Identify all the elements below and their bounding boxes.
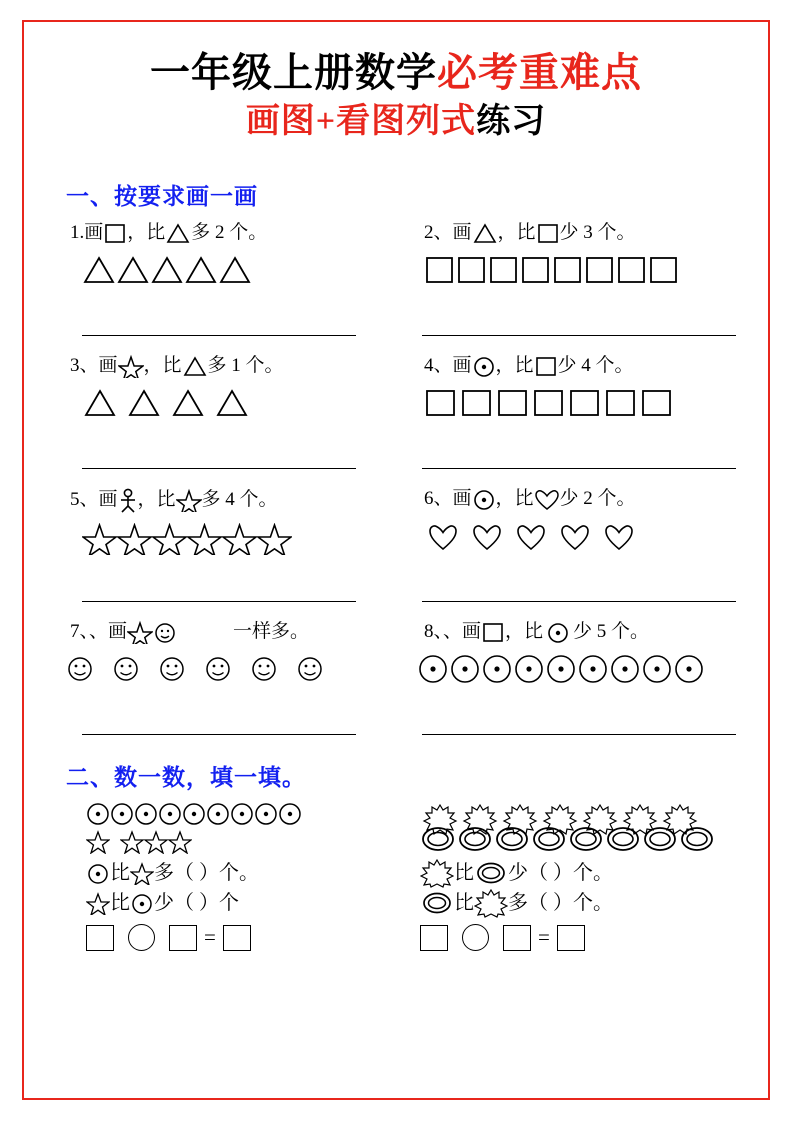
title-line1-black: 一年级上册数学 [150,50,437,95]
square-icon [532,388,568,418]
answer-line [422,734,736,735]
ring-icon [457,824,494,854]
square-icon [424,255,456,285]
question-mid: ，比 [495,487,534,509]
square-icon [424,388,460,418]
answer-line [82,335,356,336]
question-mid: ，比 [143,354,182,376]
question-mid: ，比 [497,221,536,243]
smile-icon [156,654,202,684]
ring-icon [605,824,642,854]
exercise-item-3 [40,354,396,487]
count-row-dotcircles [86,802,396,826]
question-mid: ，比 [127,221,166,243]
square-icon [456,255,488,285]
question-prefix: 8、、画 [424,620,482,642]
square-icon [520,255,552,285]
exercise-item-2 [396,221,752,354]
question-suffix: 少 2 个。 [559,487,636,509]
title-line-1 [40,48,752,98]
exercise-grid [40,221,752,753]
dot-circle-icon [610,654,642,684]
dot-circle-icon [206,802,230,826]
title-line-2 [40,100,752,144]
triangle-icon [214,388,258,418]
star-icon [86,830,110,854]
star-icon [118,354,144,378]
fill-line-right-2 [420,888,752,918]
square-icon [552,255,584,285]
star-icon [144,830,168,854]
compare-word: 比 [454,862,474,885]
question-suffix: 多 1 个。 [207,354,284,376]
equals-sign: = [204,925,216,950]
triangle-icon [82,255,116,285]
counting-left [40,802,396,951]
equals-sign: = [538,925,550,950]
dot-circle-icon [130,891,154,915]
question-text-3 [40,354,396,378]
question-mid: ，比 [137,488,176,510]
ring-icon [679,824,716,854]
dot-circle-icon [86,861,110,885]
given-shapes-8 [396,654,752,684]
question-text-2 [396,221,752,245]
dot-circle-icon [230,802,254,826]
title-line2-black: 练习 [476,103,547,140]
triangle-icon [165,221,191,245]
question-mid: ，比 [495,354,534,376]
dot-circle-icon [472,354,496,378]
question-suffix: 少 3 个。 [559,221,636,243]
heart-icon [534,487,560,511]
question-text-4 [396,354,752,378]
fill-blank-text[interactable]: 少（ ）个 [154,892,239,915]
given-shapes-3 [40,388,396,418]
section-header-1: 一、按要求画一画 [66,184,258,210]
star-icon [82,523,117,555]
question-prefix: 1.画 [70,221,104,243]
square-icon [640,388,676,418]
given-shapes-1 [40,255,396,285]
given-shapes-4 [396,388,752,418]
dot-circle-icon [578,654,610,684]
exercise-item-4 [396,354,752,487]
equation-operator-circle[interactable] [462,924,489,951]
ring-icon [474,860,508,886]
section-header-2: 二、数一数，填一填。 [66,765,306,791]
exercise-item-8 [396,620,752,753]
question-text-6 [396,487,752,511]
equation-box[interactable] [169,925,197,951]
dot-circle-icon [158,802,182,826]
question-prefix: 2、画 [424,221,472,243]
dot-circle-icon [278,802,302,826]
star-icon [222,523,257,555]
star-icon [187,523,222,555]
question-suffix: 少 4 个。 [557,354,634,376]
exercise-item-7 [40,620,396,753]
ring-icon [568,824,605,854]
dot-circle-icon [642,654,674,684]
heart-icon [556,521,600,551]
dot-circle-icon [254,802,278,826]
square-icon [604,388,640,418]
answer-line [422,335,736,336]
ring-icon [494,824,531,854]
compare-word: 比 [110,892,130,915]
question-suffix: 多 4 个。 [201,488,278,510]
given-shapes-5 [40,523,396,555]
triangle-icon [170,388,214,418]
heart-icon [512,521,556,551]
smile-icon [248,654,294,684]
dot-circle-icon [418,654,450,684]
burst-icon [420,858,454,888]
dot-circle-icon [472,487,496,511]
square-icon [616,255,648,285]
exercise-item-1 [40,221,396,354]
smile-icon [64,654,110,684]
star-icon [152,523,187,555]
equation-box[interactable] [503,925,531,951]
fill-blank-text[interactable]: 多（ ）个。 [508,892,613,915]
dot-circle-icon [450,654,482,684]
square-icon [481,620,505,644]
fill-blank-text[interactable]: 多（ ）个。 [154,862,259,885]
fill-line-left-2 [86,888,396,918]
equation-box[interactable] [223,925,251,951]
ring-icon [420,824,457,854]
page-title [40,48,752,144]
smile-icon [153,620,177,644]
triangle-icon [218,255,252,285]
equation-box[interactable] [86,925,114,951]
burst-icon [474,888,508,918]
equation-box[interactable] [420,925,448,951]
star-icon [120,830,144,854]
heart-icon [468,521,512,551]
equation-row-left [86,924,396,951]
square-icon [648,255,680,285]
triangle-icon [116,255,150,285]
equation-box[interactable] [557,925,585,951]
square-icon [460,388,496,418]
question-suffix: 一样多。 [233,620,310,642]
given-shapes-2 [396,255,752,285]
question-prefix: 5、画 [70,488,118,510]
given-shapes-6 [396,521,752,551]
star-icon [168,830,192,854]
compare-word: 比 [454,892,474,915]
question-mid: ，比 [505,620,544,642]
answer-line [82,468,356,469]
triangle-icon [472,221,498,245]
worksheet-content [40,34,752,1086]
fill-line-right-1 [420,858,752,888]
square-icon [496,388,532,418]
exercise-item-6 [396,487,752,620]
fill-line-left-1 [86,858,396,888]
question-suffix: 少 5 个。 [573,620,650,642]
smile-icon [294,654,340,684]
count-row-stars [86,830,396,854]
counting-section [40,802,752,951]
dot-circle-icon [182,802,206,826]
star-icon [117,523,152,555]
triangle-icon [82,388,126,418]
equation-row-right [420,924,752,951]
given-shapes-7 [40,654,396,684]
dot-circle-icon [514,654,546,684]
title-line2-red: 画图+看图列式 [245,103,477,140]
answer-line [82,601,356,602]
dot-circle-icon [110,802,134,826]
smile-icon [110,654,156,684]
star-icon [176,488,202,512]
dot-circle-icon [86,802,110,826]
ring-icon [531,824,568,854]
question-text-8 [396,620,752,644]
star-icon [127,620,153,644]
ring-icon [642,824,679,854]
compare-word: 比 [110,862,130,885]
question-prefix: 3、画 [70,354,118,376]
title-line1-red: 必考重难点 [437,50,642,95]
question-suffix: 多 2 个。 [191,221,268,243]
heart-icon [600,521,644,551]
counting-right [396,802,752,951]
ring-icon [420,890,454,916]
answer-line [82,734,356,735]
smile-icon [202,654,248,684]
dot-circle-icon [543,620,573,644]
exercise-item-5 [40,487,396,620]
square-icon [536,221,560,245]
triangle-icon [182,354,208,378]
dot-circle-icon [674,654,706,684]
person-icon [118,487,138,513]
dot-circle-icon [482,654,514,684]
triangle-icon [126,388,170,418]
question-prefix: 6、画 [424,487,472,509]
answer-line [422,601,736,602]
question-prefix: 7、、画 [70,620,128,642]
triangle-icon [184,255,218,285]
dot-circle-icon [546,654,578,684]
question-text-1 [40,221,396,245]
count-row-rings [420,824,752,854]
square-icon [103,221,127,245]
heart-icon [424,521,468,551]
question-text-5 [40,487,396,513]
square-icon [584,255,616,285]
star-icon [130,861,154,885]
triangle-icon [150,255,184,285]
equation-operator-circle[interactable] [128,924,155,951]
question-text-7 [40,620,396,644]
answer-line [422,468,736,469]
square-icon [534,354,558,378]
dot-circle-icon [134,802,158,826]
question-prefix: 4、画 [424,354,472,376]
square-icon [568,388,604,418]
star-icon [86,891,110,915]
fill-blank-text[interactable]: 少（ ）个。 [508,862,613,885]
star-icon [257,523,292,555]
square-icon [488,255,520,285]
